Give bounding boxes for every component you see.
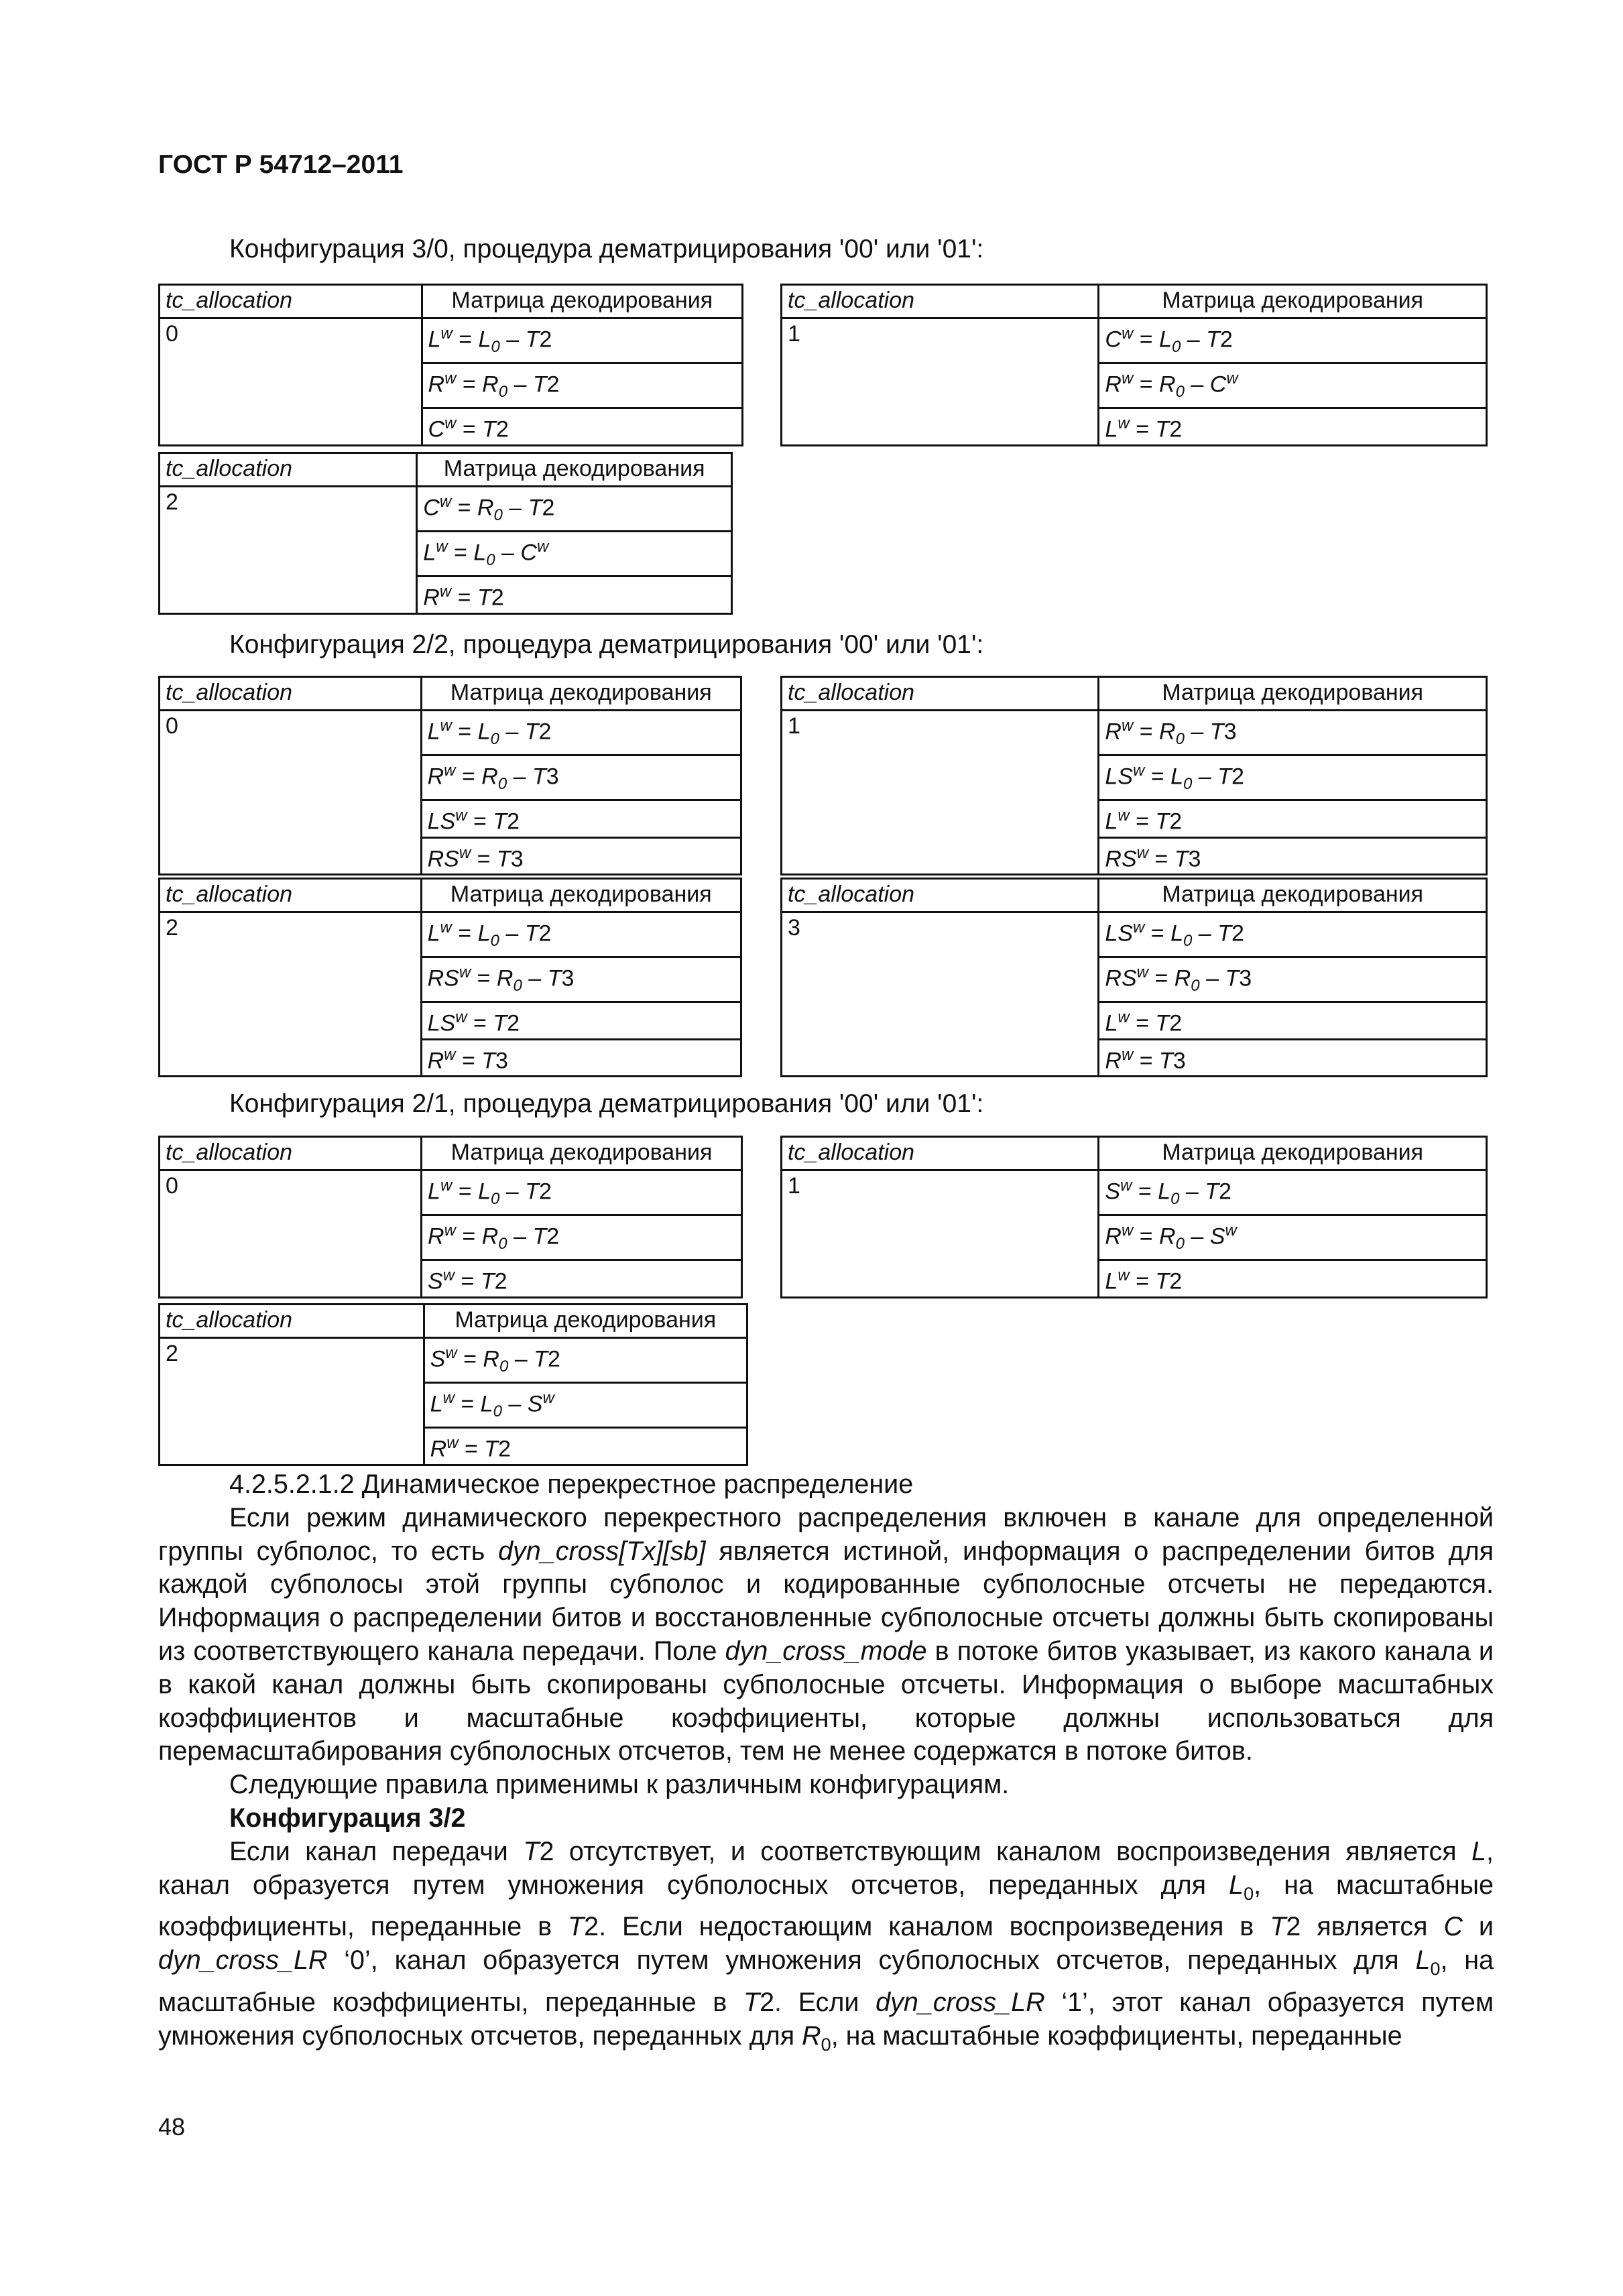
section-heading: 4.2.5.2.1.2 Динамическое перекрестное распределение <box>229 1469 914 1499</box>
tc-allocation-value: 0 <box>160 1170 422 1298</box>
matrix-formula: $L^w = L_0 - T2$ <box>422 318 743 363</box>
decoding-matrix-table <box>780 284 1488 446</box>
decoding-matrix-table <box>780 878 1488 1077</box>
column-header-tc-allocation: tc_allocation <box>160 1305 424 1338</box>
subheading: Конфигурация 3/2 <box>229 1803 466 1833</box>
document-header: ГОСТ Р 54712–2011 <box>158 150 404 179</box>
tc-allocation-value: 2 <box>160 487 417 614</box>
matrix-formula: $L^w = L_0 - C^w$ <box>417 532 732 577</box>
matrix-formula: $L^w = T2$ <box>1099 408 1487 445</box>
decoding-matrix-table <box>158 1136 743 1298</box>
matrix-formula: $RS^w = R_0 - T3$ <box>421 957 741 1002</box>
matrix-formula: $LS^w = L_0 - T2$ <box>1099 756 1487 800</box>
column-header-tc-allocation: tc_allocation <box>160 285 422 318</box>
matrix-formula: $S^w = T2$ <box>422 1260 742 1297</box>
page-number: 48 <box>158 2113 186 2140</box>
column-header-decoding-matrix: Матрица декодирования <box>1099 677 1487 711</box>
matrix-formula: $R^w = R_0 - T3$ <box>421 756 741 800</box>
tc-allocation-value: 1 <box>782 1170 1099 1298</box>
column-header-tc-allocation: tc_allocation <box>160 879 422 912</box>
matrix-formula: $L^w = L_0 - S^w$ <box>424 1383 747 1428</box>
column-header-tc-allocation: tc_allocation <box>160 1137 422 1170</box>
matrix-formula: $R^w = T3$ <box>421 1039 741 1076</box>
matrix-formula: $LS^w = T2$ <box>421 800 741 837</box>
column-header-decoding-matrix: Матрица декодирования <box>1099 285 1487 318</box>
matrix-formula: $L^w = T2$ <box>1099 800 1487 837</box>
matrix-formula: $R^w = R_0 - T2$ <box>422 363 743 408</box>
matrix-formula: $R^w = R_0 - T2$ <box>422 1215 742 1260</box>
config-heading: Конфигурация 2/1, процедура дематрицирования '00' или '01': <box>229 1089 984 1118</box>
body-text <box>158 1468 1494 2061</box>
matrix-formula: $R^w = T2$ <box>424 1428 747 1465</box>
paragraph: Если режим динамического перекрестного распределения включен в канале для определенной группы субполос, то есть dyn_cross[Tx][sb] является истиной, информация о распределении битов для каждой субполосы этой группы субполос и кодированные субполосные отсчеты не передаются. Информация о распределении битов и восстановленные субполосные отсчеты должны быть скопированы из соответствующего канала передачи. Поле dyn_cross_mode в потоке битов указывает, из какого канала и в какой канал должны быть скопированы субполосные отсчеты. Информация о выборе масштабных коэффициентов и масштабные коэффициенты, которые должны использоваться для перемасштабирования субполосных отсчетов, тем не менее содержатся в потоке битов. <box>158 1502 1494 1766</box>
matrix-formula: $RS^w = T3$ <box>421 837 741 874</box>
matrix-formula: $L^w = L_0 - T2$ <box>421 711 741 756</box>
tc-allocation-value: 0 <box>160 711 422 875</box>
tc-allocation-value: 3 <box>782 912 1099 1077</box>
column-header-tc-allocation: tc_allocation <box>782 677 1099 711</box>
paragraph: Следующие правила применимы к различным конфигурациям. <box>229 1770 1010 1800</box>
config-heading: Конфигурация 3/0, процедура дематрицирования '00' или '01': <box>229 235 984 263</box>
decoding-matrix-table <box>158 284 743 446</box>
matrix-formula: $LS^w = T2$ <box>421 1002 741 1039</box>
paragraph: Если канал передачи T2 отсутствует, и соответствующим каналом воспроизведения является L, канал образуется путем умножения субполосных отсчетов, переданных для $L_0$, на масштабные коэффициенты, переданные в T2. Если недостающим каналом воспроизведения в T2 является C и dyn_cross_LR ‘0’, канал образуется путем умножения субполосных отсчетов, переданных для $L_0$, на масштабные коэффициенты, переданные в T2. Если dyn_cross_LR ‘1’, этот канал образуется путем умножения субполосных отсчетов, переданных для $R_0$, на масштабные коэффициенты, переданные <box>158 1836 1494 2055</box>
column-header-decoding-matrix: Матрица декодирования <box>421 879 741 912</box>
matrix-formula: $S^w = R_0 - T2$ <box>424 1338 747 1383</box>
decoding-matrix-table <box>158 878 742 1077</box>
matrix-formula: $L^w = T2$ <box>1099 1002 1487 1039</box>
matrix-formula: $C^w = T2$ <box>422 408 743 445</box>
matrix-formula: $R^w = R_0 - C^w$ <box>1099 363 1487 408</box>
decoding-matrix-table <box>780 676 1488 875</box>
column-header-decoding-matrix: Матрица декодирования <box>1099 1137 1487 1170</box>
matrix-formula: $S^w = L_0 - T2$ <box>1099 1170 1487 1215</box>
column-header-decoding-matrix: Матрица декодирования <box>421 677 741 711</box>
tc-allocation-value: 1 <box>782 318 1099 446</box>
tc-allocation-value: 2 <box>160 912 422 1077</box>
decoding-matrix-table <box>780 1136 1488 1298</box>
matrix-formula: $R^w = T2$ <box>417 577 732 613</box>
tc-allocation-value: 1 <box>782 711 1099 875</box>
column-header-tc-allocation: tc_allocation <box>782 879 1099 912</box>
column-header-decoding-matrix: Матрица декодирования <box>422 1137 742 1170</box>
column-header-decoding-matrix: Матрица декодирования <box>424 1305 747 1338</box>
column-header-decoding-matrix: Матрица декодирования <box>1099 879 1487 912</box>
matrix-formula: $L^w = T2$ <box>1099 1260 1487 1297</box>
matrix-formula: $LS^w = L_0 - T2$ <box>1099 912 1487 957</box>
decoding-matrix-table <box>158 676 742 875</box>
column-header-tc-allocation: tc_allocation <box>160 677 422 711</box>
decoding-matrix-table <box>158 1303 748 1466</box>
config-heading: Конфигурация 2/2, процедура дематрицирования '00' или '01': <box>229 630 984 659</box>
matrix-formula: $R^w = T3$ <box>1099 1039 1487 1076</box>
column-header-tc-allocation: tc_allocation <box>782 1137 1099 1170</box>
matrix-formula: $C^w = R_0 - T2$ <box>417 487 732 532</box>
tc-allocation-value: 0 <box>160 318 422 446</box>
matrix-formula: $RS^w = T3$ <box>1099 837 1487 874</box>
matrix-formula: $R^w = R_0 - S^w$ <box>1099 1215 1487 1260</box>
decoding-matrix-table <box>158 452 733 615</box>
column-header-decoding-matrix: Матрица декодирования <box>422 285 743 318</box>
column-header-tc-allocation: tc_allocation <box>160 453 417 487</box>
matrix-formula: $L^w = L_0 - T2$ <box>422 1170 742 1215</box>
matrix-formula: $R^w = R_0 - T3$ <box>1099 711 1487 756</box>
tc-allocation-value: 2 <box>160 1338 424 1465</box>
column-header-tc-allocation: tc_allocation <box>782 285 1099 318</box>
matrix-formula: $RS^w = R_0 - T3$ <box>1099 957 1487 1002</box>
column-header-decoding-matrix: Матрица декодирования <box>417 453 732 487</box>
matrix-formula: $C^w = L_0 - T2$ <box>1099 318 1487 363</box>
matrix-formula: $L^w = L_0 - T2$ <box>421 912 741 957</box>
